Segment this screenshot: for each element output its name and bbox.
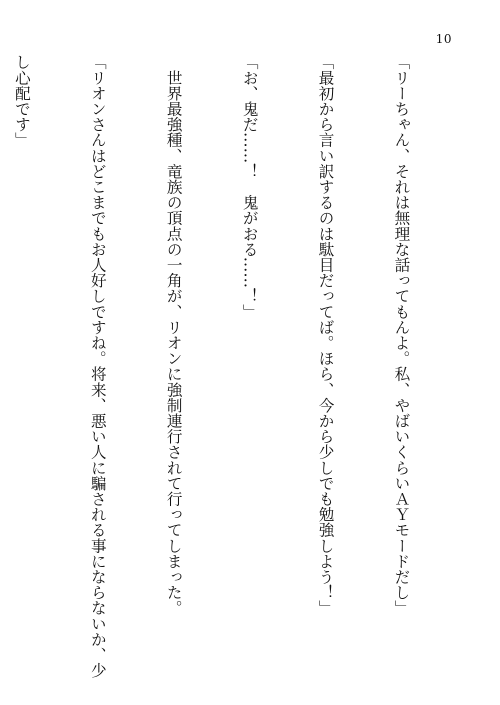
text-line: 「最初から言い訳するのは駄目だってば。ほら、今から少しでも勉強しよう！」 — [316, 54, 335, 616]
page-number: 10 — [435, 32, 452, 46]
text-line: 「お、鬼だ……！ 鬼がおる……！」 — [240, 54, 259, 320]
text-line: 世界最強種、竜族の頂点の一角が、リオンに強制連行されて行ってしまった。 — [164, 54, 183, 616]
text-line: し心配です」 — [12, 54, 31, 148]
vertical-text-body — [0, 54, 464, 678]
text-line: 「リーちゃん、それは無理な話ってもんよ。私、やばいくらいＡＹモードだし」 — [392, 54, 411, 616]
text-line: 「リオンさんはどこまでもお人好しですね。将来、悪い人に騙される事にならないか、少 — [88, 54, 107, 678]
